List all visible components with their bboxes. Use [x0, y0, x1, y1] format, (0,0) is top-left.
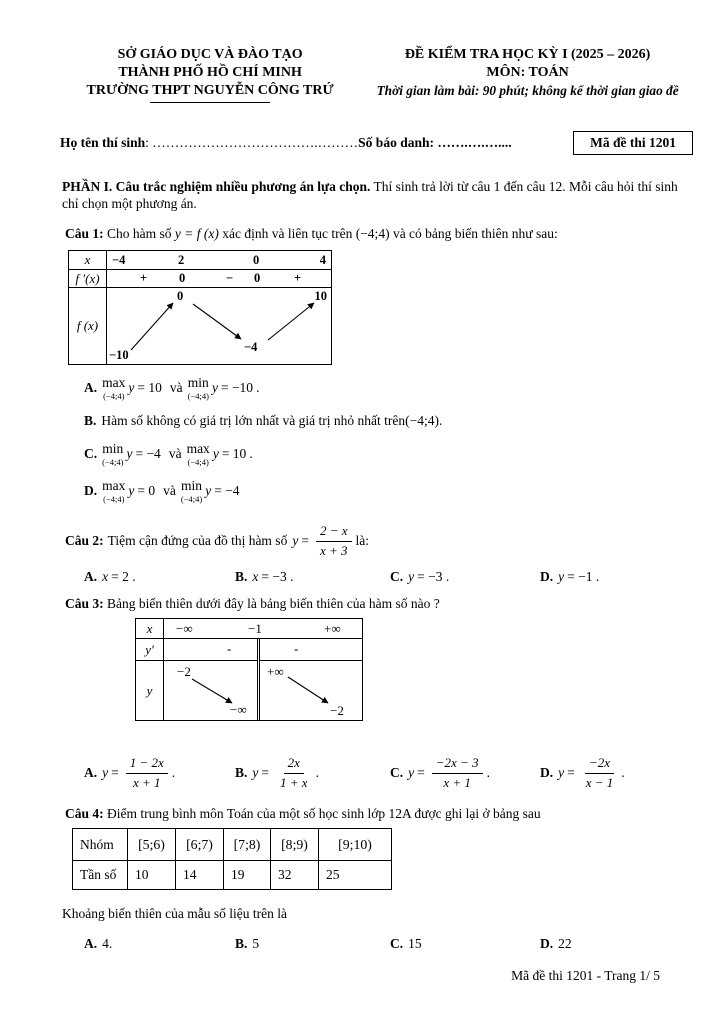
conjunction: và	[163, 483, 176, 498]
question-4-text	[65, 805, 695, 822]
math-var: y	[128, 483, 135, 498]
table-cell: 10	[314, 289, 327, 303]
table-cell: 0	[253, 253, 260, 267]
exam-title: ĐỀ KIỂM TRA HỌC KỲ I (2025 – 2026)	[404, 47, 651, 62]
table-cell: +	[294, 271, 302, 285]
table-label-f: f (x)	[69, 288, 107, 364]
math-eq: = 0	[137, 483, 156, 498]
table-cell: 10	[128, 861, 176, 889]
table-cell: +∞	[267, 664, 284, 679]
question-4-options	[60, 934, 695, 954]
option-c: C. 15	[390, 936, 422, 951]
variation-table-q1	[68, 250, 332, 365]
table-header-group: Nhóm	[73, 829, 128, 861]
question-4-sub: Khoảng biến thiên của mẫu số liệu trên là	[62, 906, 287, 921]
exam-subject: MÔN: TOÁN	[486, 65, 569, 80]
max-operator: max (−4;4)	[102, 478, 126, 504]
question-1-interval: (−4;4)	[355, 226, 390, 241]
option-end: .	[438, 413, 443, 428]
table-cell: 32	[271, 861, 319, 889]
min-operator: min (−4;4)	[180, 478, 203, 504]
exam-header	[60, 46, 695, 103]
exam-duration: Thời gian làm bài: 90 phút; không kể thời gian giao đề	[376, 83, 679, 98]
fraction: $\frac{2x}{1 + x}$	[280, 755, 308, 790]
part1-heading	[62, 179, 695, 212]
option-b: B. y = $\frac{2x}{1 + x}$ .	[235, 755, 319, 790]
option-b	[84, 411, 695, 431]
table-cell: 0	[254, 271, 261, 285]
option-a: A. x = 2 .	[84, 569, 136, 584]
table-cell: [9;10)	[319, 829, 391, 861]
question-2-text	[65, 519, 695, 563]
option-d: D. y = −1 .	[540, 569, 600, 584]
school-underline	[150, 102, 270, 103]
table-cell: 2	[178, 253, 185, 267]
question-4-label: Câu 4:	[65, 806, 104, 821]
table-cell: 4	[319, 253, 326, 267]
table-label-fprime: f ′(x)	[69, 270, 107, 288]
question-4-t1: Điểm trung bình môn Toán của một số học sinh lớp 12A được ghi lại ở bảng sau	[103, 806, 541, 821]
table-label-y: y	[136, 661, 164, 720]
option-end: .	[249, 446, 253, 461]
part1-heading-rest: Thí sinh trả lời từ câu 1 đến câu 12. Mỗi câu hỏi thí sinh chỉ chọn một phương án.	[62, 179, 678, 211]
option-d: D. 22	[540, 936, 572, 951]
table-cell: 0	[177, 289, 184, 303]
math-eq: = −10	[220, 380, 254, 395]
option-d: D. y = $\frac{-2x}{x - 1}$ .	[540, 755, 625, 790]
math-interval: (−4;4)	[405, 413, 439, 428]
question-1-label: Câu 1:	[65, 226, 104, 241]
option-b: B. x = −3 .	[235, 569, 294, 584]
department-line: SỞ GIÁO DỤC VÀ ĐÀO TẠO	[117, 47, 303, 62]
student-name-dots: : ……………………………….………	[145, 135, 359, 150]
option-letter: D.	[84, 483, 98, 498]
question-2-label: Câu 2:	[65, 533, 104, 548]
conjunction: và	[169, 380, 183, 395]
option-letter: A.	[84, 380, 98, 395]
table-cell: −2	[177, 664, 191, 679]
option-c: C. y = $\frac{-2x - 3}{x + 1}$ .	[390, 755, 490, 790]
table-cell: [6;7)	[176, 829, 224, 861]
table-row-f	[107, 288, 331, 364]
table-header-freq: Tần số	[73, 861, 128, 889]
student-info-row	[60, 131, 695, 155]
math-var: y	[211, 380, 218, 395]
max-operator: max (−4;4)	[102, 375, 126, 401]
question-3-text	[65, 595, 695, 612]
option-a: A. 4.	[84, 936, 113, 951]
option-c	[84, 440, 695, 468]
exam-title-block	[360, 46, 695, 100]
table-cell: +	[140, 271, 148, 285]
option-letter: B.	[84, 413, 97, 428]
table-cell: [8;9)	[271, 829, 319, 861]
question-3-label: Câu 3:	[65, 596, 104, 611]
question-1-t3: và có bảng biến thiên như sau:	[389, 226, 558, 241]
question-3-options	[60, 751, 695, 795]
math-var: y	[126, 446, 133, 461]
school-block	[60, 46, 360, 103]
table-row-fprime	[107, 270, 331, 288]
table-cell: 25	[326, 867, 340, 882]
question-2-options	[60, 567, 695, 587]
table-row-x	[164, 619, 362, 639]
question-1-t2: xác định và liên tục trên	[218, 226, 356, 241]
table-cell: −	[226, 271, 234, 285]
math-var: y	[212, 446, 219, 461]
math-eq: = −4	[214, 483, 240, 498]
question-1-math-fx: y = f (x)	[174, 226, 219, 241]
table-label-x: x	[69, 251, 107, 270]
table-cell: −2	[330, 703, 344, 718]
min-operator: min (−4;4)	[187, 375, 209, 401]
fraction: $\frac{-2x - 3}{x + 1}$	[432, 755, 483, 791]
table-cell: −∞	[176, 621, 193, 636]
math-var: y	[128, 380, 135, 395]
table-row-x	[107, 251, 331, 270]
math-eq: = 10	[137, 380, 162, 395]
math-var: y	[205, 483, 212, 498]
table-cell: +∞	[324, 621, 341, 636]
school-line: TRƯỜNG THPT NGUYỄN CÔNG TRỨ	[86, 83, 334, 98]
table-cell: −1	[248, 621, 262, 636]
fraction: $\frac{2 - x}{x + 3}$	[316, 523, 352, 559]
city-line: THÀNH PHỐ HỒ CHÍ MINH	[118, 65, 302, 80]
student-name-label: Họ tên thí sinh	[60, 135, 146, 150]
table-cell: −4	[244, 340, 258, 354]
option-letter: C.	[84, 446, 98, 461]
student-info-line	[60, 135, 565, 151]
page-footer: Mã đề thi 1201 - Trang 1/ 5	[511, 968, 660, 983]
math-var: y	[292, 533, 299, 548]
exam-code-box: Mã đề thi 1201	[573, 131, 693, 155]
variation-arrows	[107, 288, 331, 364]
table-label-x: x	[136, 619, 164, 639]
frequency-table-q4	[72, 828, 392, 890]
table-cell: 14	[176, 861, 224, 889]
option-a	[84, 374, 695, 402]
question-2-t2: là:	[355, 533, 369, 548]
option-text: Hàm số không có giá trị lớn nhất và giá trị nhỏ nhất trên	[101, 413, 406, 428]
table-cell: 0	[179, 271, 186, 285]
question-2-t1: Tiệm cận đứng của đồ thị hàm số	[107, 533, 288, 548]
conjunction: và	[168, 446, 182, 461]
question-3-t1: Bảng biến thiên dưới đây là bảng biến thiên của hàm số nào ?	[103, 596, 440, 611]
table-row-y	[164, 661, 362, 720]
math-eq: = 10	[221, 446, 247, 461]
student-id-label: Số báo danh:	[358, 135, 434, 150]
table-cell: [5;6)	[128, 829, 176, 861]
option-c: C. y = −3 .	[390, 569, 450, 584]
table-cell: −∞	[230, 702, 247, 717]
question-1-text	[65, 225, 695, 242]
double-bar	[257, 639, 260, 720]
table-cell: −4	[112, 253, 126, 267]
option-a: A. y = $\frac{1 - 2x}{x + 1}$ .	[84, 755, 176, 790]
variation-table-q3	[135, 618, 363, 721]
table-cell: -	[294, 641, 299, 656]
table-cell: [7;8)	[224, 829, 271, 861]
table-cell: −10	[109, 348, 129, 362]
question-1-t1: Cho hàm số	[103, 226, 175, 241]
math-eq: =	[301, 533, 309, 548]
option-end: .	[256, 380, 260, 395]
table-row-yprime	[164, 639, 362, 661]
table-cell: -	[227, 641, 232, 656]
fraction: $\frac{1 - 2x}{x + 1}$	[126, 755, 168, 791]
min-operator: min (−4;4)	[102, 441, 124, 467]
part1-heading-bold: PHẦN I. Câu trắc nghiệm nhiều phương án lựa chọn.	[62, 179, 371, 194]
option-d	[84, 477, 695, 505]
option-b: B. 5	[235, 936, 260, 951]
student-id-dots: …….….…....	[433, 135, 512, 150]
math-eq: = −4	[135, 446, 161, 461]
fraction: $\frac{-2x}{x - 1}$	[585, 755, 614, 790]
question-1-options	[60, 374, 695, 505]
table-cell: 19	[224, 861, 271, 889]
table-label-yprime: y′	[136, 639, 164, 661]
max-operator: max (−4;4)	[186, 441, 210, 467]
